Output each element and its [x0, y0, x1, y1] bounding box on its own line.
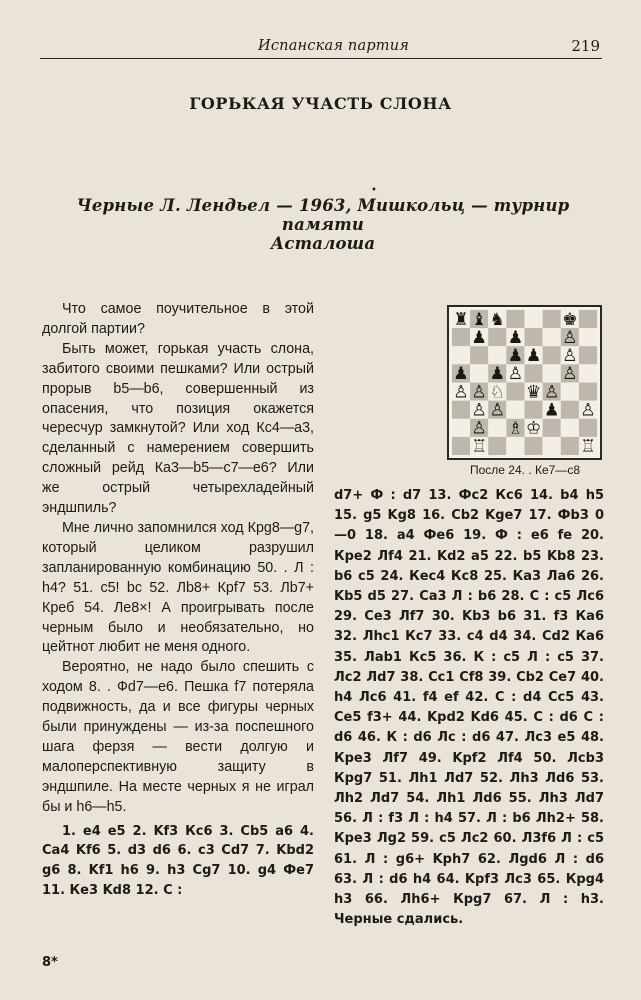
- game-heading-line-1: Черные Л. Лендьел — 1963, Мишкольц — турнир памяти: [76, 196, 570, 234]
- board-square-g1: [561, 437, 579, 455]
- running-title: Испанская партия: [258, 38, 410, 54]
- chess-piece-e4: ♛: [525, 382, 542, 403]
- chess-piece-b7: ♟: [471, 327, 487, 348]
- board-square-f8: [543, 310, 561, 328]
- diagram-caption: После 24. . Ке7—с8: [469, 463, 580, 477]
- chess-piece-d6: ♟: [507, 346, 524, 367]
- board-square-d8: [506, 310, 524, 328]
- board-square-b5: [470, 364, 488, 382]
- chess-piece-h3: ♙: [580, 400, 596, 421]
- chess-piece-e2: ♔: [525, 418, 542, 439]
- chess-piece-h1: ♖: [580, 436, 596, 457]
- board-square-a3: [452, 401, 470, 419]
- chess-piece-c8: ♞: [489, 309, 506, 330]
- board-square-h6: [579, 346, 597, 364]
- board-square-h2: [579, 419, 597, 437]
- board-square-f5: [543, 364, 561, 382]
- board-square-c2: [488, 419, 506, 437]
- chapter-title: ГОРЬКАЯ УЧАСТЬ СЛОНА: [189, 94, 452, 113]
- paragraph-3: Мне лично запомнился ход Крg8—g7, который целиком разрушил запланированную комбинацию 50. . Л : h4? 51. c5! bc 52. Лb8+ Крf7 53. Лb7+ Креб 54. Ле8×! А проигрывать после черным было и необязательно, но цейтнот любит не меня одного.: [42, 519, 314, 656]
- board-square-h5: [579, 364, 597, 382]
- chess-piece-f3: ♟: [543, 400, 560, 421]
- chess-piece-g8: ♚: [562, 309, 578, 330]
- board-square-f2: [543, 419, 561, 437]
- game-heading-line-2: Асталоша: [270, 234, 376, 253]
- game-moves-start: 1. е4 е5 2. Kf3 Кс6 3. Cb5 а6 4. Са4 Kf6 5. d3 d6 6. с3 Cd7 7. Kbd2 g6 8. Kf1 h6 9. h3 Cg7 10. g4 Фе7 11. Ке3 Kd8 12. С :: [42, 823, 314, 899]
- chess-piece-b8: ♝: [471, 309, 487, 330]
- board-square-a6: [452, 346, 470, 364]
- chess-piece-c5: ♟: [489, 364, 506, 385]
- board-square-e1: [525, 437, 543, 455]
- board-square-g2: [561, 419, 579, 437]
- board-square-d1: [506, 437, 524, 455]
- chess-piece-c3: ♙: [489, 400, 506, 421]
- board-square-h4: [579, 383, 597, 401]
- paragraph-1: Что самое поучительное в этой долгой партии?: [42, 301, 314, 337]
- paragraph-2: Быть может, горькая участь слона, забитого своими пешками? Или острый прорыв b5—b6, совершенный из опасения, что позиция окажется чересчур замкнутой? Или ход Кс4—а3, сделанный с намерением совершить сложный рейд Ка3—b5—с7—е6? Или же острый четырехладейный эндшпиль?: [42, 340, 314, 517]
- chess-diagram: [447, 305, 602, 460]
- chess-piece-a4: ♙: [453, 382, 469, 403]
- page-number: 219: [571, 37, 600, 55]
- board-square-f1: [543, 437, 561, 455]
- chess-piece-a5: ♟: [453, 364, 469, 385]
- chess-piece-d5: ♙: [507, 364, 524, 385]
- game-heading: [44, 196, 602, 253]
- board-square-a1: [452, 437, 470, 455]
- paragraph-4: Вероятно, не надо было спешить с ходом 8. . Фd7—е6. Пешка f7 потеряла подвижность, да и все фигуры черных были принуждены — из-за поспешного шага ферзя — вести долгую и малоперспективную защиту в эндшпиле. На месте черных я не играл бы и h6—h5.: [42, 659, 314, 815]
- chess-piece-b3: ♙: [471, 400, 487, 421]
- chess-piece-b1: ♖: [471, 436, 487, 457]
- board-square-a7: [452, 328, 470, 346]
- board-square-a2: [452, 419, 470, 437]
- game-moves-continued: d7+ Ф : d7 13. Фс2 Кс6 14. b4 h5 15. g5 Kg8 16. Cb2 Kge7 17. Фb3 0—0 18. а4 Фе6 19. Ф : е6 fe 20. Кре2 Лf4 21. Kd2 а5 22. b5 Kb8 23. b6 с5 24. Кес4 Кс8 25. Ка3 Ла6 26. Kb5 d5 27. Са3 Л : b6 28. С : с5 Лс6 29. Се3 Лf7 30. Kb3 b6 31. f3 Ка6 32. Лhc1 Кс7 33. с4 d4 34. Cd2 Ка6 35. Лаb1 Кс5 36. К : с5 Л : с5 37. Лс2 Лd7 38. Сс1 Cf8 39. Cb2 Се7 40. h4 Лс6 41. f4 ef 42. С : d4 Сс5 43. Се5 f3+ 44. Kpd2 Kd6 45. С : d6 С : d6 46. К : d6 Лс : d6 47. Лс3 е5 48. Кре3 Лf7 49. Kpf2 Лf4 50. Лсb3 Крg7 51. Лh1 Лd7 52. Лh3 Лd6 53. Лh2 Лd7 54. Лh1 Лd6 55. Лh3 Лd7 56. Л : f3 Л : h4 57. Л : b6 Лh2+ 58. Кре3 Лg2 59. с5 Лс2 60. Л3f6 Л : с5 61. Л : g6+ Kph7 62. Лgd6 Л : d6 63. Л : d6 h4 64. Kpf3 Лс3 65. Крg4 h3 66. Лh6+ Крg7 67. Л : h3. Черные сдались.: [334, 488, 604, 928]
- chess-piece-e6: ♟: [525, 346, 542, 367]
- chess-piece-g5: ♙: [562, 364, 578, 385]
- chess-piece-d7: ♟: [507, 327, 524, 348]
- board-square-c7: [488, 328, 506, 346]
- board-square-c1: [488, 437, 506, 455]
- left-column: [42, 300, 314, 901]
- chess-piece-c4: ♘: [489, 382, 506, 403]
- right-column: [334, 486, 604, 930]
- board-square-e5: [525, 364, 543, 382]
- chess-piece-b2: ♙: [471, 418, 487, 439]
- board-square-h7: [579, 328, 597, 346]
- running-header: [40, 36, 602, 59]
- board-square-c6: [488, 346, 506, 364]
- board-square-e7: [525, 328, 543, 346]
- board-square-g3: [561, 401, 579, 419]
- chess-piece-a8: ♜: [453, 309, 469, 330]
- board-square-f7: [543, 328, 561, 346]
- chess-piece-b4: ♙: [471, 382, 487, 403]
- board-square-e8: [525, 310, 543, 328]
- chess-piece-g7: ♙: [562, 327, 578, 348]
- board-square-f6: [543, 346, 561, 364]
- chess-piece-g6: ♙: [562, 346, 578, 367]
- print-speck: •: [371, 185, 377, 196]
- board-square-e3: [525, 401, 543, 419]
- printer-signature: 8*: [42, 955, 58, 970]
- chess-piece-d2: ♗: [507, 418, 524, 439]
- board-square-b6: [470, 346, 488, 364]
- chess-piece-f4: ♙: [543, 382, 560, 403]
- board-square-d4: [506, 383, 524, 401]
- board-square-d3: [506, 401, 524, 419]
- board-square-h8: [579, 310, 597, 328]
- board-square-g4: [561, 383, 579, 401]
